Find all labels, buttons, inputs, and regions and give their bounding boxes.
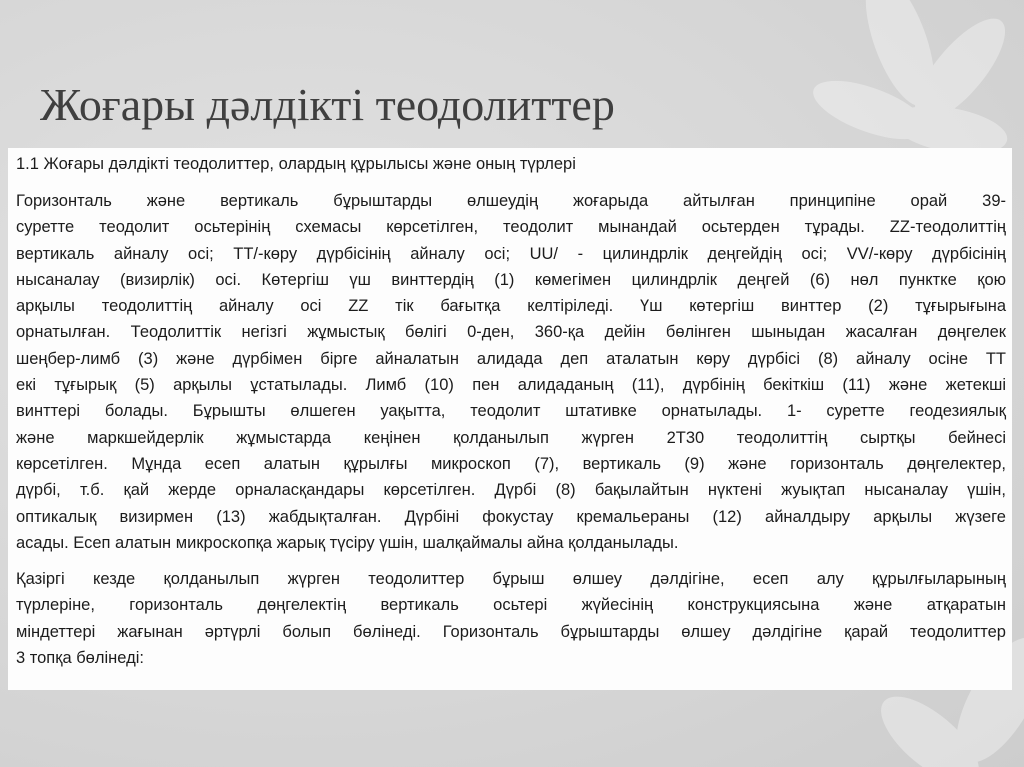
text-line: асады. Есеп алатын микроскопқа жарық түсіру үшін, шалқаймалы айна қолданылады. <box>16 533 679 552</box>
slide-title: Жоғары дәлдікті теодолиттер <box>40 79 615 130</box>
text-line: міндеттері жағынан әртүрлі болып бөлінеді. Горизонталь бұрыштарды өлшеу дәлдігіне қарай теодолиттер <box>16 622 1006 641</box>
text-line: және маркшейдерлік жұмыстарда кеңінен қолданылып жүрген 2Т30 теодолиттің сыртқы бейнесі <box>16 428 1006 447</box>
paragraph-1 <box>16 188 1006 556</box>
text-line: суретте теодолит осьтерінің схемасы көрсетілген, теодолит мынандай осьтерден тұрады. ZZ-теодолиттің <box>16 218 1006 237</box>
paragraph-2 <box>16 566 1006 671</box>
section-heading: 1.1 Жоғары дәлдікті теодолиттер, олардың құрылысы және оның түрлері <box>16 155 576 173</box>
text-line: орнатылған. Теодолиттік негізгі жұмыстық бөлігі 0-ден, 360-қа дейін бөлінген шыныдан жасалған дөңгелек <box>16 323 1006 342</box>
text-line: оптикалық визирмен (13) жабдықталған. Дүрбіні фокустау кремальераны (12) айналдыру арқылы жүзеге <box>16 507 1006 526</box>
text-box <box>8 148 1012 690</box>
text-line: Горизонталь және вертикаль бұрыштарды өлшеудің жоғарыда айтылған принципіне орай 39- <box>16 192 1006 210</box>
text-line: Қазіргі кезде қолданылып жүрген теодолиттер бұрыш өлшеу дәлдігіне, есеп алу құрылғыларының <box>16 570 1006 589</box>
text-line: түрлеріне, горизонталь дөңгелектің вертикаль осьтері жүйесінің конструкциясына және атқаратын <box>16 596 1006 615</box>
text-line: шеңбер-лимб (3) және дүрбімен бірге айналатын алидада деп аталатын көру дүрбісі (8) айналу осіне TT <box>16 349 1006 368</box>
text-line: көрсетілген. Мұнда есеп алатын құрылғы микроскоп (7), вертикаль (9) және горизонталь дөңгелектер, <box>16 454 1006 473</box>
text-line: винттері болады. Бұрышты өлшеген уақытта, теодолит штативке орнатылады. 1- суретте геодезиялық <box>16 402 1006 421</box>
text-line: екі тұғырық (5) арқылы ұстатылады. Лимб (10) пен алидаданың (11), дүрбінің бекіткіш (11) және жетекші <box>16 376 1006 395</box>
text-line: арқылы теодолиттің айналу осі ZZ тік бағытқа келтіріледі. Үш көтергіш винттер (2) тұғырығына <box>16 297 1006 316</box>
text-line: нысаналау (визирлік) осі. Көтергіш үш винттердің (1) көмегімен цилиндрлік деңгей (6) нөл пунктке қою <box>16 270 1006 289</box>
text-line: дүрбі, т.б. қай жерде орналасқандары көрсетілген. Дүрбі (8) бақылайтын нүктені жуықтап нысаналау үшін, <box>16 481 1006 500</box>
text-line: 3 топқа бөлінеді: <box>16 649 144 668</box>
text-line: вертикаль айналу осі; TT/-көру дүрбісінің айналу осі; UU/ - цилиндрлік деңгейдің осі; VV/-көру дүрбісінің <box>16 244 1006 263</box>
